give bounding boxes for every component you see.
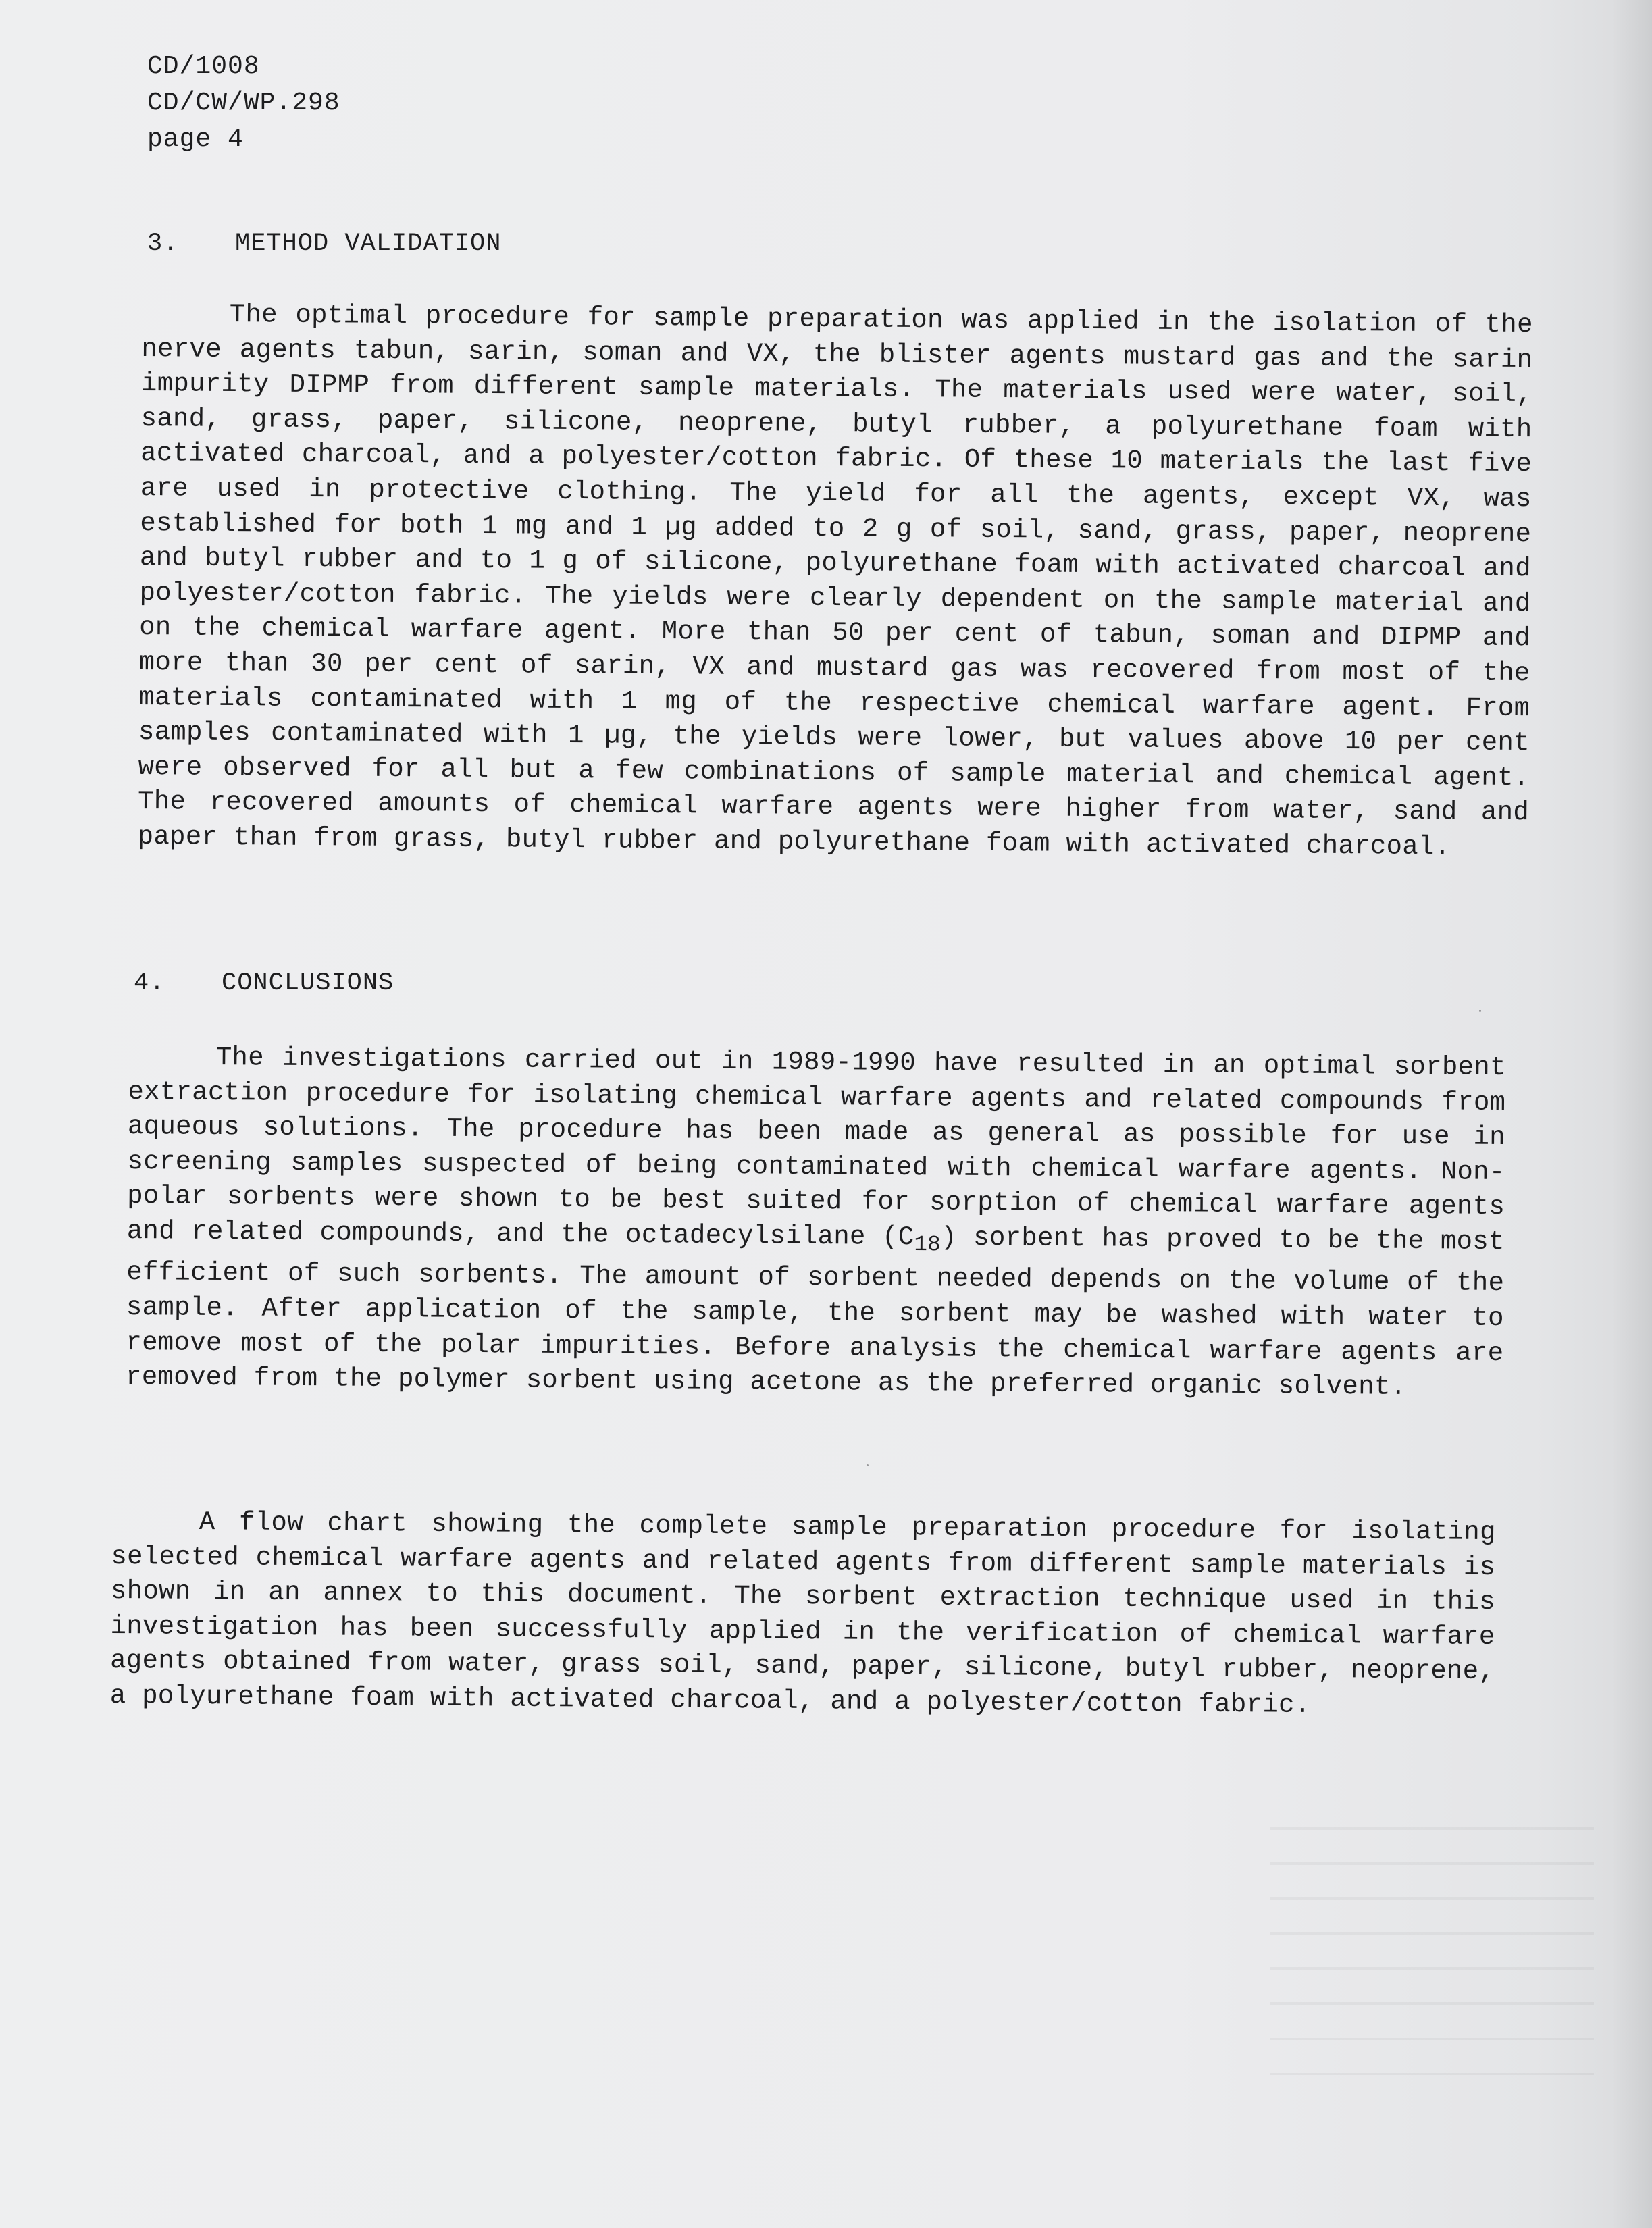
section-3-heading — [147, 230, 501, 258]
method-validation-paragraph: The optimal procedure for sample preparation was applied in the isolation of the nerve agents tabun, sarin, soman and VX, the blister agents mustard gas and the sarin impurity DIPMP from different sample materials. The materials used were water, soil, sand, grass, paper, silicone, neoprene, butyl rubber, a polyurethane foam with activated charcoal, and a polyester/cotton fabric. Of these 10 materials the last five are used in protective clothing. The yield for all the agents, except VX, was established for both 1 mg and 1 µg added to 2 g of soil, sand, grass, paper, neoprene and butyl rubber and to 1 g of silicone, polyurethane foam with activated charcoal and polyester/cotton fabric. The yields were clearly dependent on the sample material and on the chemical warfare agent. More than 50 per cent of tabun, soman and DIPMP and more than 30 per cent of sarin, VX and mustard gas was recovered from most of the materials contaminated with 1 mg of the respective chemical warfare agent. From samples contaminated with 1 µg, the yields were lower, but values above 10 per cent were observed for all but a few combinations of sample material and chemical agent. The recovered amounts of chemical warfare agents were higher from water, sand and paper than from grass, butyl rubber and polyurethane foam with activated charcoal. — [137, 300, 1533, 862]
conclusions-paragraph-2: A flow chart showing the complete sample preparation procedure for isolating selected chemical warfare agents and related agents from different sample materials is shown in an annex to this document. The sorbent extraction technique used in this investigation has been successfully applied in the verification of chemical warfare agents obtained from water, grass soil, sand, paper, silicone, butyl rubber, neoprene, a polyurethane foam with activated charcoal, and a polyester/cotton fabric. — [109, 1507, 1496, 1720]
section-4-number: 4. — [134, 969, 165, 998]
section-3-number: 3. — [147, 230, 179, 258]
section-3-title: METHOD VALIDATION — [235, 230, 502, 258]
scan-speck — [867, 1464, 869, 1466]
document-symbol: CD/1008 — [147, 52, 260, 81]
working-paper-symbol: CD/CW/WP.298 — [147, 88, 340, 118]
conclusions-text-part-1: The investigations carried out in 1989-1990 have resulted in an optimal sorbent extraction procedure for isolating chemical warfare agents and related compounds from aqueous solutions. The procedure has been made as general as possible for use in screening samples suspected of being contaminated with chemical warfare agents. Non-polar sorbents were shown to be best suited for sorption of chemical warfare agents and related compounds, and the octadecylsilane (C — [126, 1043, 1506, 1253]
conclusions-text-part-2: ) sorbent has proved to be the most efficient of such sorbents. The amount of sorbent needed depends on the volume of the sample. After application of the sample, the sorbent may be washed with water to remove most of the polar impurities. Before analysis the chemical warfare agents are removed from the polymer sorbent using acetone as the preferred organic solvent. — [125, 1222, 1505, 1403]
section-4-title: CONCLUSIONS — [222, 969, 394, 998]
conclusions-paragraph-1 — [126, 1040, 1506, 1406]
c18-subscript: 18 — [914, 1231, 941, 1258]
document-header — [147, 49, 340, 158]
page-number: page 4 — [147, 125, 244, 154]
scan-speck — [1479, 1010, 1481, 1012]
bleed-through-shadow — [1270, 1827, 1594, 2083]
page-edge-shadow — [1611, 0, 1652, 2228]
section-4-heading — [134, 969, 394, 998]
